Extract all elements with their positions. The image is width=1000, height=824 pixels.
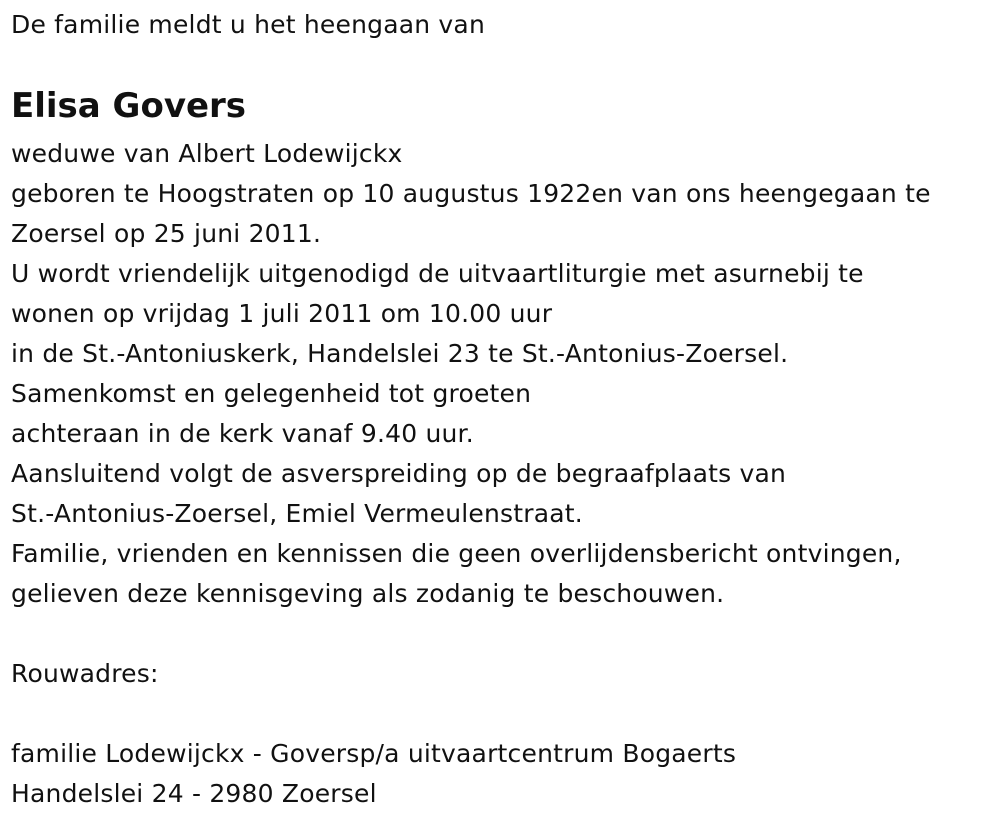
body-line-12: gelieven deze kennisgeving als zodanig te beschouwen. — [11, 579, 725, 608]
address-line-2: Handelslei 24 - 2980 Zoersel — [11, 779, 377, 808]
body-line-9: Aansluitend volgt de asverspreiding op de begraafplaats van — [11, 459, 787, 488]
address-label: Rouwadres: — [11, 659, 159, 688]
deceased-name: Elisa Govers — [11, 86, 247, 126]
body-line-10: St.-Antonius-Zoersel, Emiel Vermeulenstraat. — [11, 499, 583, 528]
body-line-5: wonen op vrijdag 1 juli 2011 om 10.00 uur — [11, 299, 553, 328]
body-line-11: Familie, vrienden en kennissen die geen overlijdensbericht ontvingen, — [11, 539, 902, 568]
intro-text: De familie meldt u het heengaan van — [11, 10, 485, 39]
address-line-1: familie Lodewijckx - Goversp/a uitvaartcentrum Bogaerts — [11, 739, 737, 768]
body-line-2: geboren te Hoogstraten op 10 augustus 1922en van ons heengegaan te — [11, 179, 931, 208]
body-line-8: achteraan in de kerk vanaf 9.40 uur. — [11, 419, 474, 448]
body-line-6: in de St.-Antoniuskerk, Handelslei 23 te St.-Antonius-Zoersel. — [11, 339, 789, 368]
body-line-3: Zoersel op 25 juni 2011. — [11, 219, 322, 248]
body-line-1: weduwe van Albert Lodewijckx — [11, 139, 403, 168]
body-line-4: U wordt vriendelijk uitgenodigd de uitvaartliturgie met asurnebij te — [11, 259, 864, 288]
body-line-7: Samenkomst en gelegenheid tot groeten — [11, 379, 532, 408]
